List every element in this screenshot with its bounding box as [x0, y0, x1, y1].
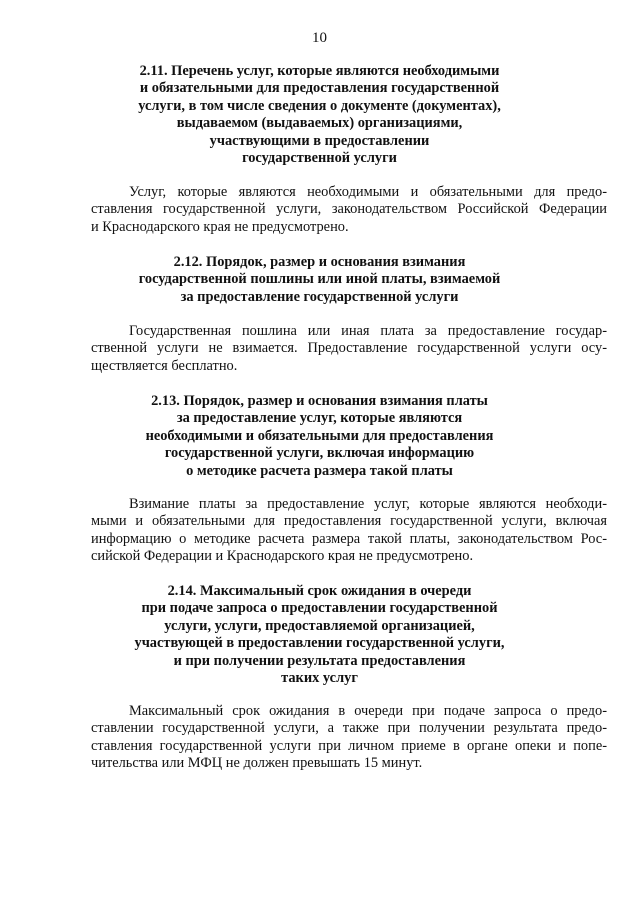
body-line: Максимальный срок ожидания в очереди при подаче запроса о предо- [129, 703, 607, 719]
body-line: чительства или МФЦ не должен превышать 15 минут. [91, 755, 423, 772]
body-line: ставления государственной услуги при личном приеме в органе опеки и попе- [91, 737, 607, 754]
heading-line: участвующей в предоставлении государственной услуги, [134, 635, 505, 652]
body-line: мыми и обязательными для предоставления государственной услуги, включая [91, 513, 607, 530]
section-heading-2-14 [0, 583, 639, 687]
section-body-2-12 [91, 323, 607, 375]
body-line: ществляется бесплатно. [91, 357, 238, 374]
heading-line: о методике расчета размера такой платы [186, 462, 453, 479]
heading-line: выдаваемом (выдаваемых) организациями, [176, 115, 463, 132]
body-line: Взимание платы за предоставление услуг, которые являются необходи- [129, 496, 607, 512]
heading-line: услуги, в том числе сведения о документе (документах), [138, 97, 501, 114]
body-line: ственной услуги не взимается. Предоставление государственной услуги осу- [91, 340, 607, 357]
page-number: 10 [312, 30, 327, 46]
heading-line: государственной услуги, включая информацию [164, 445, 475, 462]
heading-line: таких услуг [281, 670, 358, 687]
section-heading-2-11 [0, 63, 639, 167]
heading-line: 2.12. Порядок, размер и основания взимания [173, 254, 466, 270]
body-line: сийской Федерации и Краснодарского края не предусмотрено. [91, 548, 474, 565]
section-body-2-14 [91, 703, 607, 773]
heading-line: при подаче запроса о предоставлении государственной [141, 600, 498, 617]
section-body-2-13 [91, 496, 607, 566]
heading-line: и обязательными для предоставления государственной [139, 80, 500, 97]
section-heading-2-13 [0, 393, 639, 480]
body-line: ставлении государственной услуги, а также при получении результата предо- [91, 720, 607, 737]
heading-line: необходимыми и обязательными для предоставления [145, 427, 494, 444]
body-line: информацию о методике расчета размера такой платы, законодательством Рос- [91, 530, 607, 547]
body-line: Услуг, которые являются необходимыми и обязательными для предо- [129, 184, 607, 200]
heading-line: услуги, услуги, предоставляемой организацией, [164, 617, 475, 634]
heading-line: участвующими в предоставлении [209, 132, 430, 149]
heading-line: за предоставление услуг, которые являются [176, 410, 463, 427]
heading-line: государственной пошлины или иной платы, взимаемой [138, 271, 501, 288]
heading-line: 2.14. Максимальный срок ожидания в очереди [167, 583, 472, 599]
heading-line: государственной услуги [242, 150, 397, 167]
heading-line: за предоставление государственной услуги [180, 288, 459, 305]
heading-line: и при получении результата предоставления [173, 652, 466, 669]
heading-line: 2.11. Перечень услуг, которые являются необходимыми [139, 63, 500, 79]
heading-line: 2.13. Порядок, размер и основания взимания платы [151, 393, 488, 409]
section-body-2-11 [91, 184, 607, 236]
body-line: и Краснодарского края не предусмотрено. [91, 218, 349, 235]
body-line: Государственная пошлина или иная плата за предоставление государ- [129, 323, 607, 339]
body-line: ставления государственной услуги, законодательством Российской Федерации [91, 201, 607, 218]
section-heading-2-12 [0, 254, 639, 306]
